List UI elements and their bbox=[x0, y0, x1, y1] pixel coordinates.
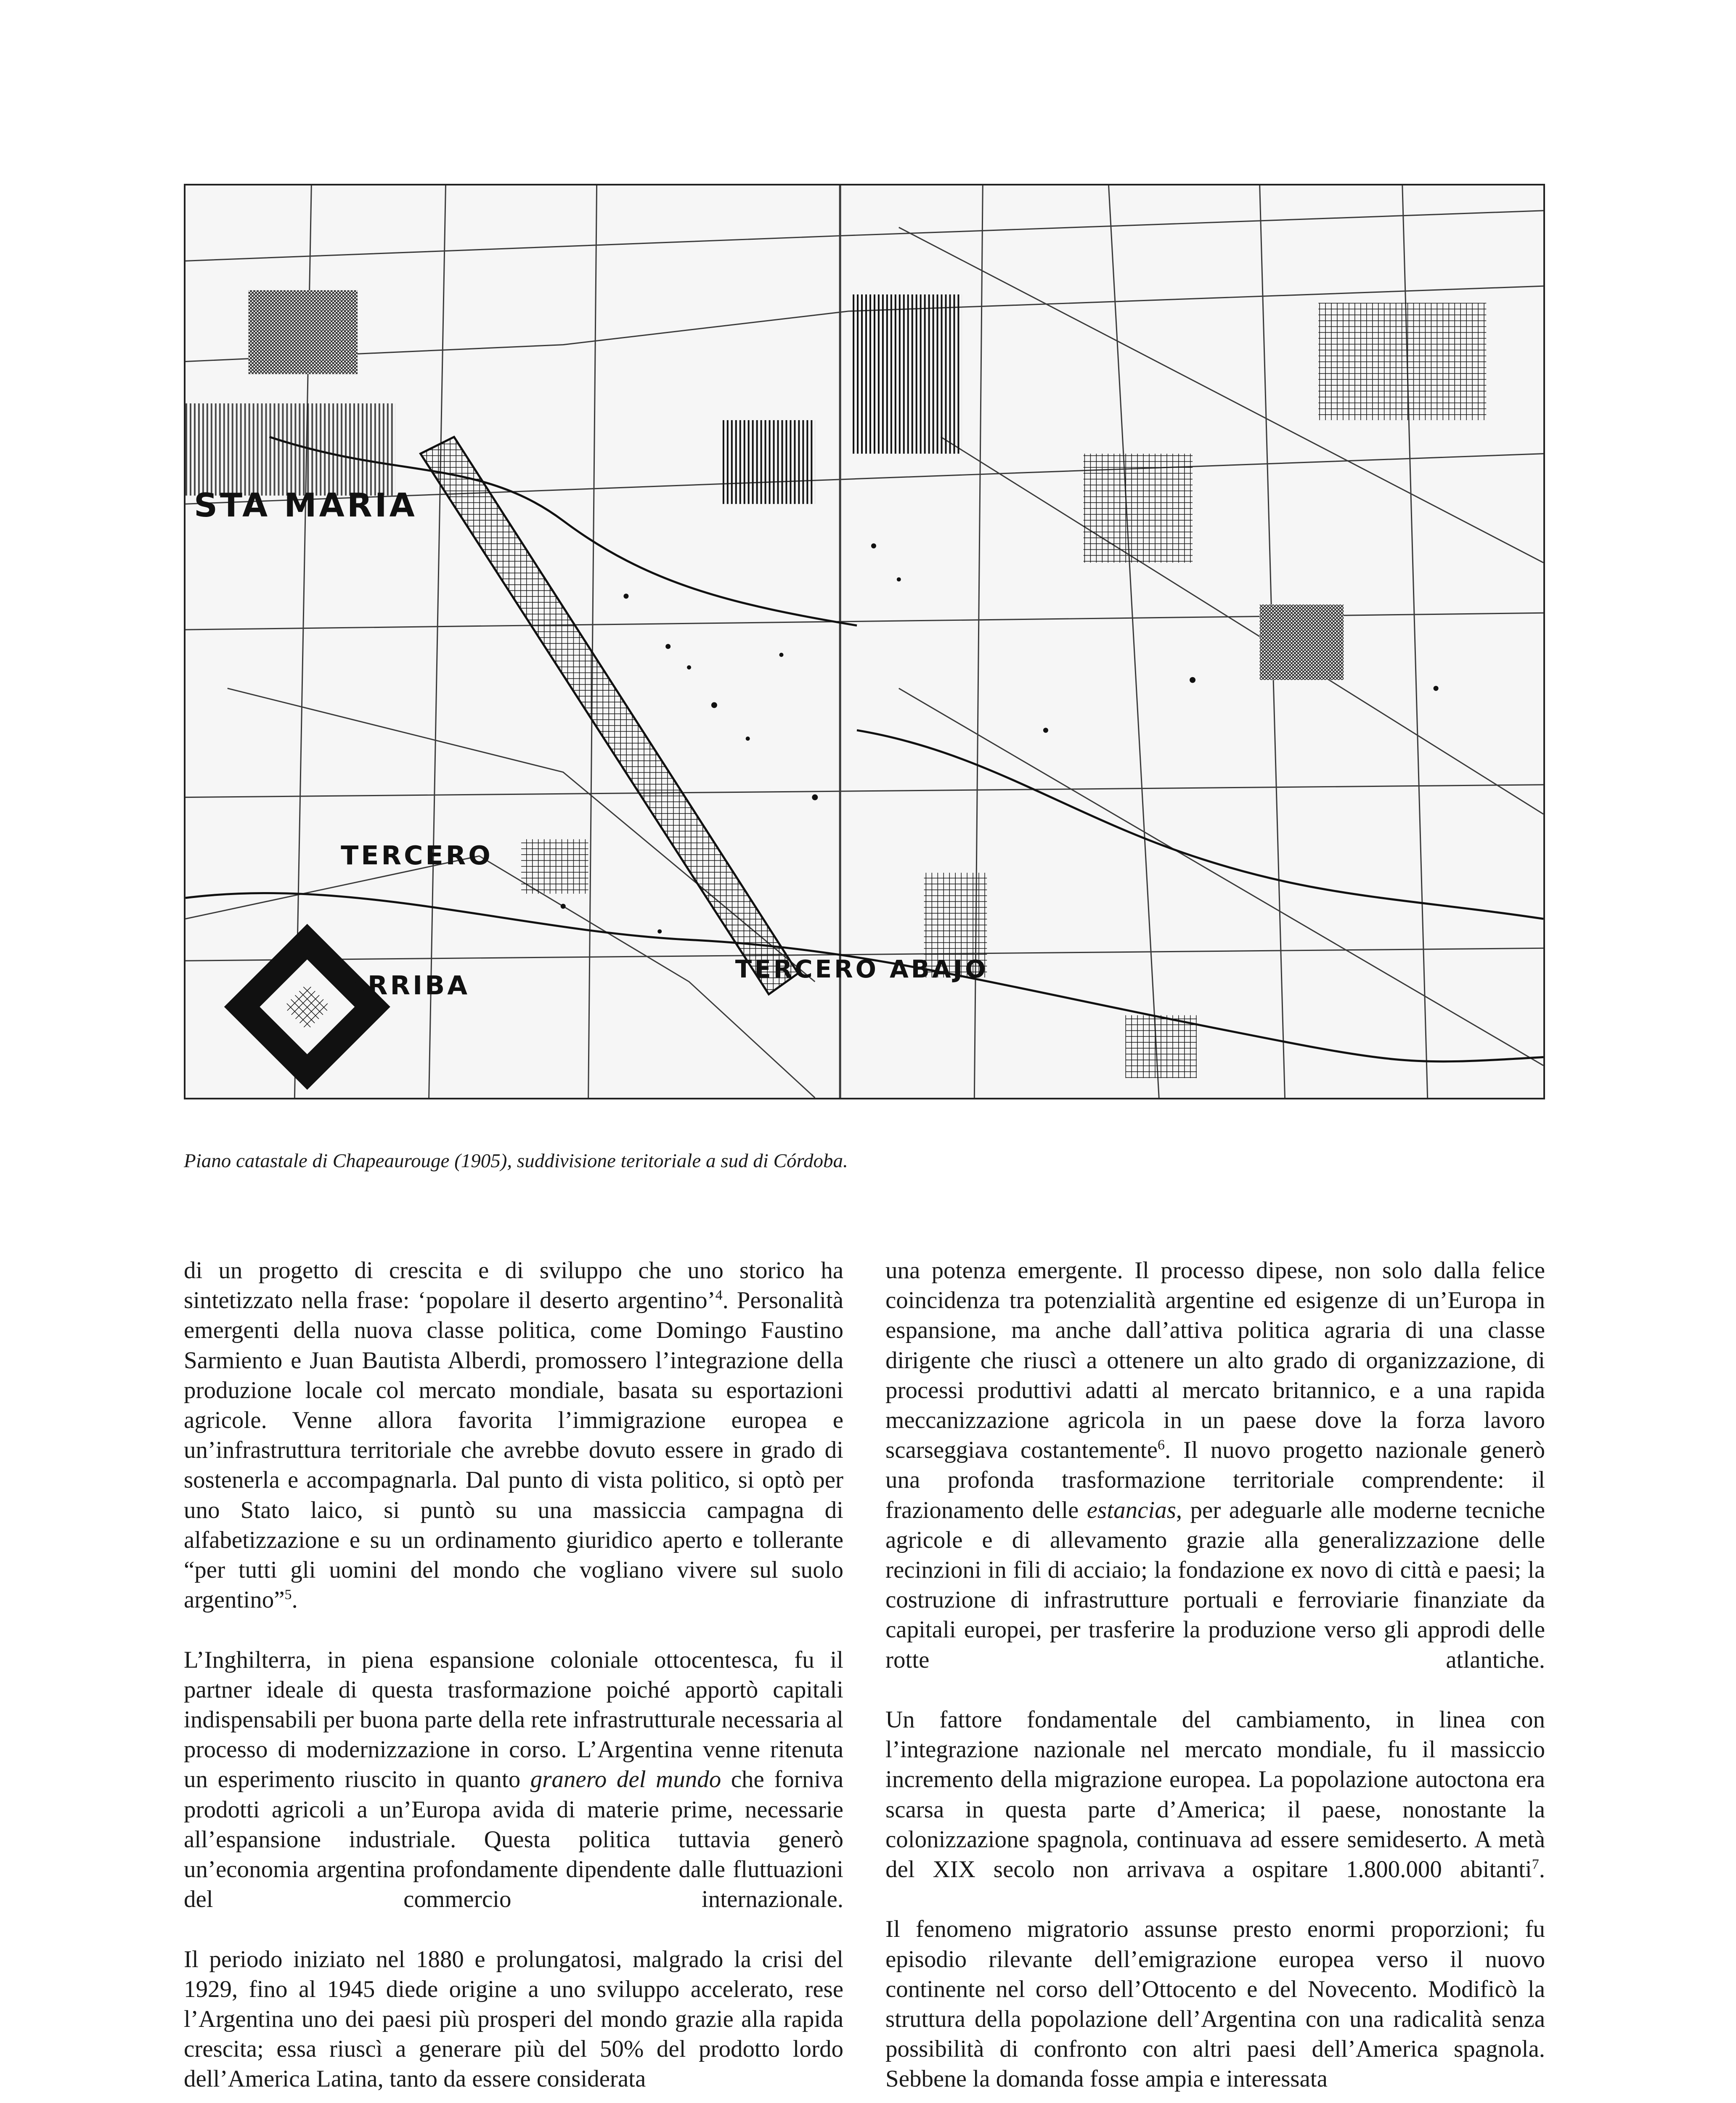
map-label-arriba: ARRIBA bbox=[345, 970, 470, 1001]
italic-term: granero del mundo bbox=[530, 1766, 721, 1793]
paragraph bbox=[184, 1645, 843, 1944]
paragraph bbox=[885, 1705, 1545, 1914]
paragraph bbox=[885, 1914, 1545, 2094]
text-column-right bbox=[885, 1255, 1545, 2094]
text-run: una potenza emergente. Il processo dipese, non solo dalla felice coincidenza tra potenzialità argentine ed esigenze di un’Europa in espansione, ma anche dall’attiva politica agraria di una classe dirigente che riuscì a ottenere un alto grado di organizzazione, di processi produttivi adatti al mercato britannico, e a una rapida meccanizzazione agricola in un paese dove la forza lavoro scarseggiava costantemente bbox=[885, 1257, 1545, 1464]
cadastral-map-figure bbox=[184, 184, 1545, 1099]
text-run: L’Inghilterra, in piena espansione coloniale ottocentesca, fu il partner ideale di questa trasformazione poiché apportò capitali indispensabili per buona parte della rete infrastrutturale necessaria al processo di modernizzazione in corso. L’Argentina venne ritenuta un esperimento riuscito in quanto bbox=[184, 1646, 843, 1793]
cadastral-map-image bbox=[186, 185, 1543, 1098]
text-run: Un fattore fondamentale del cambiamento, in linea con l’integrazione nazionale nel mercato mondiale, fu il massiccio incremento della migrazione europea. La popolazione autoctona era scarsa in questa parte d’America; il paese, nonostante la colonizzazione spagnola, continuava ad essere semideserto. A metà del XIX secolo non arrivava a ospitare 1.800.000 abitanti bbox=[885, 1706, 1545, 1883]
paragraph bbox=[184, 1255, 843, 1645]
text-run: di un progetto di crescita e di sviluppo che uno storico ha sintetizzato nella frase: ‘popolare il deserto argentino’ bbox=[184, 1257, 843, 1314]
map-label-tercero: TERCERO bbox=[341, 840, 493, 871]
text-column-left bbox=[184, 1255, 843, 2094]
footnote-marker: 7 bbox=[1532, 1857, 1539, 1873]
figure-caption: Piano catastale di Chapeaurouge (1905), suddivisione teritoriale a sud di Córdoba. bbox=[184, 1150, 848, 1172]
italic-term: estancias bbox=[1087, 1496, 1176, 1523]
text-run: , per adeguarle alle moderne tecniche agricole e di allevamento grazie alla generalizzazione delle recinzioni in fili di acciaio; la fondazione ex novo di città e paesi; la costruzione di infrastrutture portuali e ferroviarie finanziate da capitali europei, per trasferire la produzione verso gli approdi delle rotte atlantiche. bbox=[885, 1496, 1545, 1673]
paragraph bbox=[885, 1255, 1545, 1705]
footnote-marker: 5 bbox=[284, 1587, 292, 1603]
map-label-tercero-abajo: TERCERO ABAJO bbox=[735, 955, 989, 984]
text-run: . Il nuovo progetto nazionale generò una profonda trasformazione territoriale comprendente: il frazionamento delle bbox=[885, 1437, 1545, 1523]
text-run: Il fenomeno migratorio assunse presto enormi proporzioni; fu episodio rilevante dell’emigrazione europea verso il nuovo continente nel corso dell’Ottocento e del Novecento. Modificò la struttura della popolazione dell’Argentina con una radicalità senza possibilità di confronto con altri paesi dell’America spagnola. Sebbene la domanda fosse ampia e interessata bbox=[885, 1916, 1545, 2092]
text-run: . bbox=[292, 1587, 298, 1613]
footnote-marker: 6 bbox=[1158, 1437, 1165, 1453]
text-run: . bbox=[1539, 1856, 1545, 1883]
text-run: . Personalità emergenti della nuova classe politica, come Domingo Faustino Sarmiento e Juan Bautista Alberdi, promossero l’integrazione della produzione locale col mercato mondiale, basata su esportazioni agricole. Venne allora favorita l’immigrazione europea e un’infrastruttura territoriale che avrebbe dovuto essere in grado di sostenerla e accompagnarla. Dal punto di vista politico, si optò per uno Stato laico, si puntò su una massiccia campagna di alfabetizzazione e su un ordinamento giuridico aperto e tollerante “per tutti gli uomini del mondo che vogliano vivere sul suolo argentino” bbox=[184, 1287, 843, 1613]
paragraph bbox=[184, 1944, 843, 2094]
text-run: Il periodo iniziato nel 1880 e prolungatosi, malgrado la crisi del 1929, fino al 1945 diede origine a uno sviluppo accelerato, rese l’Argentina uno dei paesi più prosperi del mondo grazie alla rapida crescita; essa riuscì a generare più del 50% del prodotto lordo dell’America Latina, tanto da essere considerata bbox=[184, 1946, 843, 2092]
map-label-santa-maria: STA MARIA bbox=[193, 487, 417, 525]
text-run: che forniva prodotti agricoli a un’Europa avida di materie prime, necessarie all’espansione industriale. Questa politica tuttavia generò un’economia argentina profondamente dipendente dalle fluttuazioni del commercio internazionale. bbox=[184, 1766, 843, 1913]
footnote-marker: 4 bbox=[715, 1287, 723, 1303]
